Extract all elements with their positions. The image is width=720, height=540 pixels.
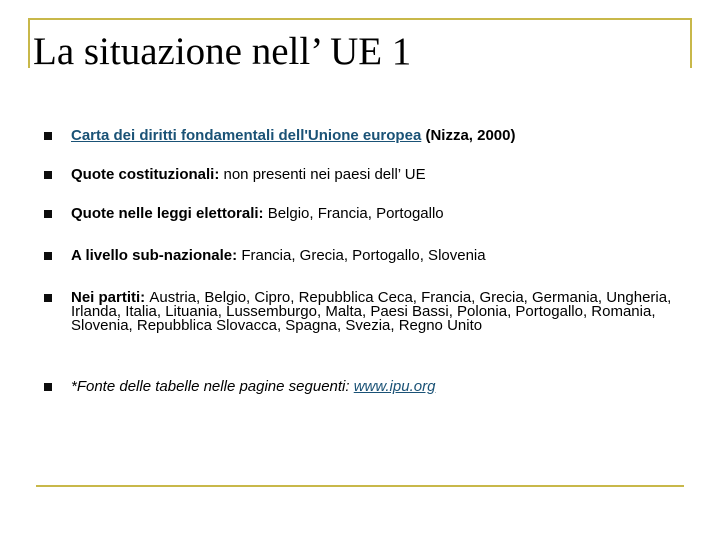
bullet-text bbox=[71, 291, 681, 333]
square-bullet-icon bbox=[44, 383, 52, 391]
bullet-body: Belgio, Francia, Portogallo bbox=[267, 205, 444, 222]
charter-link[interactable]: Carta dei diritti fondamentali dell'Unione europea bbox=[71, 127, 422, 144]
bullet-lead: Quote costituzionali: bbox=[71, 166, 224, 183]
bullet-body: non presenti nei paesi dell’ UE bbox=[223, 166, 426, 183]
bullet-text bbox=[71, 129, 681, 143]
source-note: *Fonte delle tabelle nelle pagine seguenti: bbox=[71, 378, 354, 395]
bullet-text bbox=[71, 249, 681, 263]
bullet-text bbox=[71, 380, 681, 394]
bullet-lead: Nei partiti: bbox=[71, 289, 150, 306]
bullet-text bbox=[71, 168, 681, 182]
charter-suffix: (Nizza, 2000) bbox=[421, 127, 516, 144]
bullet-lead: Quote nelle leggi elettorali: bbox=[71, 205, 268, 222]
bullet-text bbox=[71, 207, 681, 221]
square-bullet-icon bbox=[44, 171, 52, 179]
slide-title: La situazione nell’ UE 1 bbox=[33, 30, 412, 73]
square-bullet-icon bbox=[44, 294, 52, 302]
square-bullet-icon bbox=[44, 210, 52, 218]
ipu-link[interactable]: www.ipu.org bbox=[353, 378, 436, 395]
bullet-body: Francia, Grecia, Portogallo, Slovenia bbox=[241, 247, 486, 264]
square-bullet-icon bbox=[44, 252, 52, 260]
square-bullet-icon bbox=[44, 132, 52, 140]
bullet-body: Austria, Belgio, Cipro, Repubblica Ceca, Francia, Grecia, Germania, Ungheria, Irlanda, Italia, Lituania, Lussemburgo, Malta, Paesi Bassi, Polonia, Portogallo, Romania, Slovenia, Repubblica Slovacca, Spagna, Svezia, Regno Unito bbox=[71, 289, 672, 334]
bullet-lead: A livello sub-nazionale: bbox=[71, 247, 242, 264]
